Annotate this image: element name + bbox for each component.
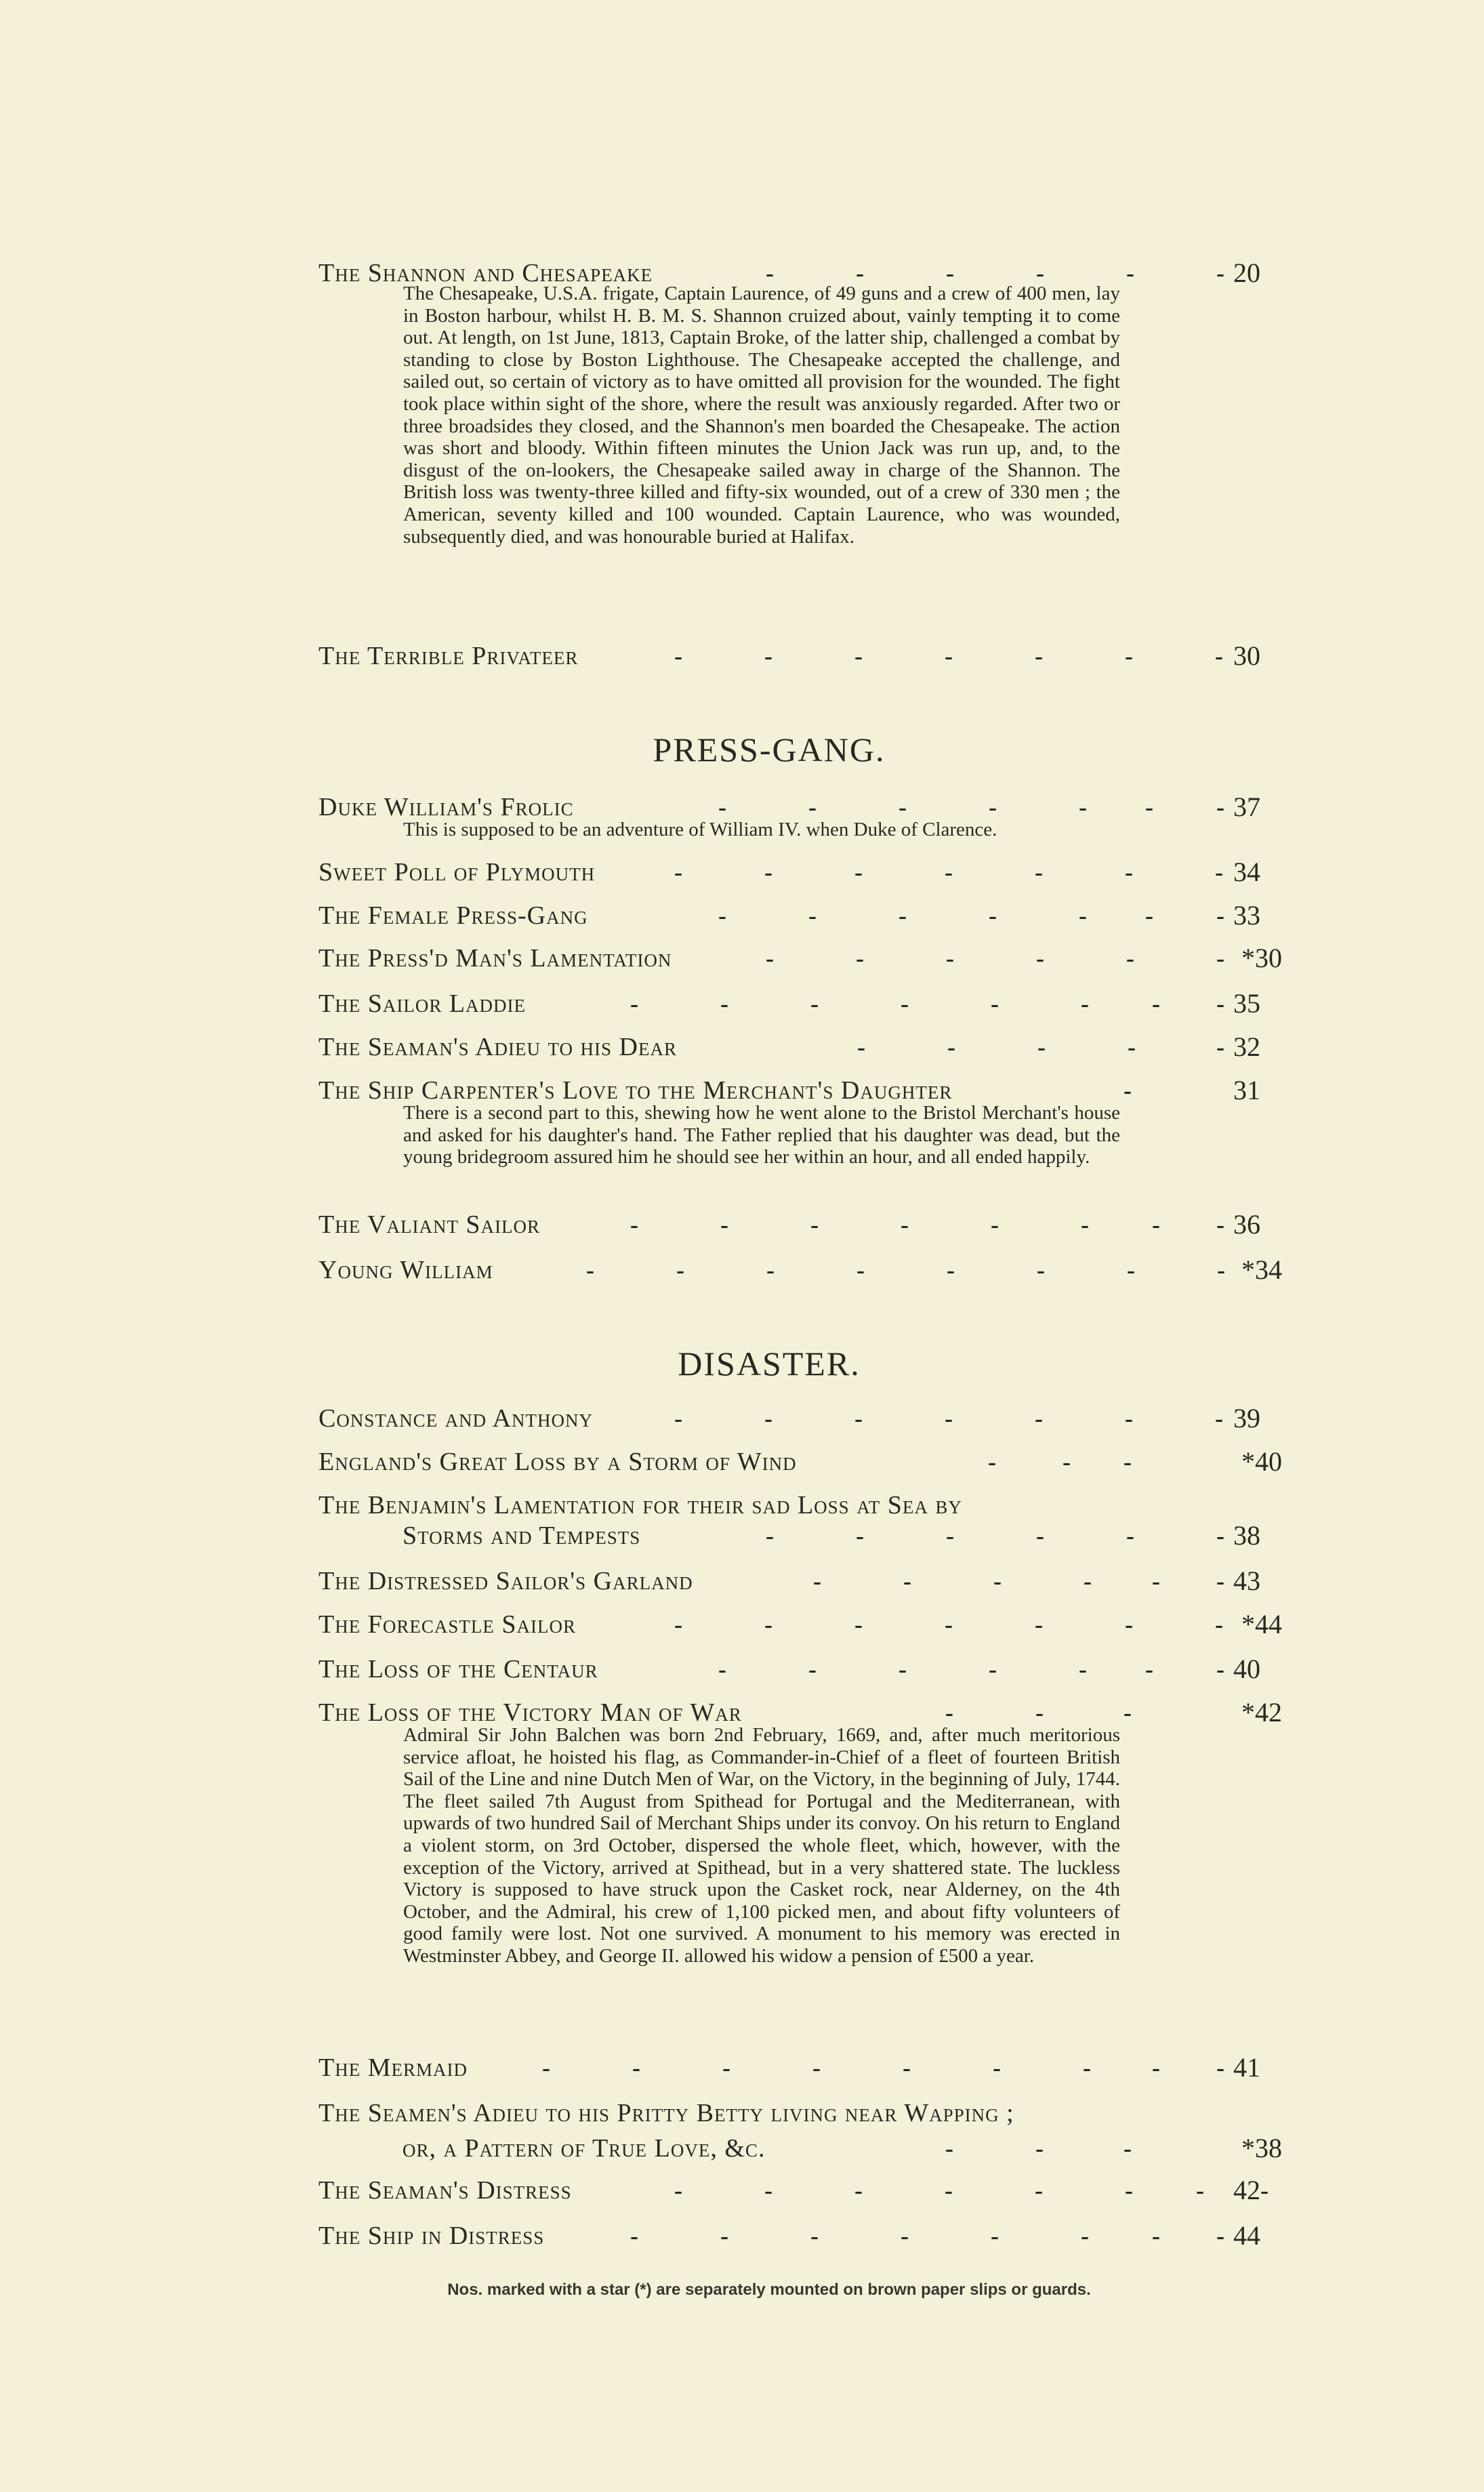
entry-title: The Forecastle Sailor <box>318 1610 576 1639</box>
page-number: *38 <box>1241 2133 1282 2163</box>
entry-title-line-1: The Seamen's Adieu to his Pritty Betty living near Wapping ; <box>318 2099 1014 2127</box>
entry-seamens-adieu-pritty-betty: The Seamen's Adieu to his Pritty Betty living near Wapping ; or, a Pattern of True Love, &c. - - - *38 <box>318 2092 1220 2169</box>
page-number: *34 <box>1241 1254 1282 1285</box>
entry-title: Young William <box>318 1256 493 1284</box>
entry-duke-williams-frolic: Duke William's Frolic - - - - - - - 37 This is supposed to be an adventure of William IV. when Duke of Clarence. <box>318 786 1220 841</box>
entry-title: Duke William's Frolic <box>318 793 574 821</box>
entry-title: England's Great Loss by a Storm of Wind <box>318 1448 797 1476</box>
entry-title: The Ship in Distress <box>318 2222 545 2250</box>
page-number: 34 <box>1233 857 1260 887</box>
entry-sailor-laddie: The Sailor Laddie - - - - - - - - 35 <box>318 983 1220 1025</box>
entry-title: The Mermaid <box>318 2054 468 2082</box>
entry-benjamins-lamentation: The Benjamin's Lamentation for their sad Loss at Sea by Storms and Tempests - - - - - - 38 <box>318 1484 1220 1557</box>
entry-loss-of-the-centaur: The Loss of the Centaur - - - - - - - 40 <box>318 1648 1220 1690</box>
entry-title: The Press'd Man's Lamentation <box>318 944 672 973</box>
page-number: 33 <box>1233 900 1260 931</box>
page-number: *40 <box>1241 1446 1282 1477</box>
page-number: 39 <box>1233 1403 1260 1433</box>
entry-title: Constance and Anthony <box>318 1404 594 1433</box>
entry-forecastle-sailor: The Forecastle Sailor - - - - - - - *44 <box>318 1604 1220 1646</box>
entry-constance-and-anthony: Constance and Anthony - - - - - - - 39 <box>318 1397 1220 1439</box>
entry-title: The Seaman's Adieu to his Dear <box>318 1033 677 1061</box>
entry-title: The Loss of the Centaur <box>318 1655 598 1683</box>
entry-ship-carpenters-love: The Ship Carpenter's Love to the Merchant's Daughter - 31 There is a second part to this, shewing how he went alone to the Bristol Merchant's house and asked for his daughter's hand. The Father replied that his daughter was dead, but the young bridegroom assured him he should see her within an hour, and all ended happily. <box>318 1069 1220 1168</box>
entry-distressed-sailors-garland: The Distressed Sailor's Garland - - - - - - 43 <box>318 1560 1220 1602</box>
entry-ship-in-distress: The Ship in Distress - - - - - - - - 44 <box>318 2215 1220 2257</box>
entry-title: The Seaman's Distress <box>318 2176 572 2205</box>
entry-title: The Shannon and Chesapeake <box>318 259 653 287</box>
page-number: 40 <box>1233 1654 1260 1684</box>
entry-terrible-privateer: The Terrible Privateer - - - - - - - 30 <box>318 635 1220 677</box>
entry-title-line-2: or, a Pattern of True Love, &c. <box>403 2134 766 2163</box>
entry-description: The Chesapeake, U.S.A. frigate, Captain Laurence, of 49 guns and a crew of 400 men, lay in Boston harbour, whilst H. B. M. S. Shannon cruized about, vainly tempting it to come out. At length, on 1st June, 1813, Captain Broke, of the latter ship, challenged a combat by standing to close by Boston Lighthouse. The Chesapeake accepted the challenge, and sailed out, so certain of victory as to have omitted all provision for the wounded. The fight took place within sight of the shore, where the result was anxiously regarded. After two or three broadsides they closed, and the Shannon's men boarded the Chesapeake. The action was short and bloody. Within fifteen minutes the Union Jack was run up, and, to the disgust of the on-lookers, the Chesapeake sailed away in charge of the Shannon. The British loss was twenty-three killed and fifty-six wounded, out of a crew of 330 men ; the American, seventy killed and 100 wounded. Captain Laurence, who was wounded, subsequently died, and was honourable buried at Halifax. <box>403 283 1120 548</box>
page-number: 44 <box>1233 2220 1260 2251</box>
entry-englands-great-loss: England's Great Loss by a Storm of Wind - - - *40 <box>318 1441 1220 1483</box>
page-number: 31 <box>1233 1075 1260 1105</box>
page-number: 38 <box>1233 1520 1260 1551</box>
page-number: 30 <box>1233 640 1260 671</box>
entry-description: This is supposed to be an adventure of William IV. when Duke of Clarence. <box>403 819 997 840</box>
entry-young-william: Young William - - - - - - - - *34 <box>318 1249 1220 1291</box>
entry-title-line-2: Storms and Tempests <box>403 1521 641 1550</box>
entry-title-line-1: The Benjamin's Lamentation for their sad Loss at Sea by <box>318 1491 962 1519</box>
entry-loss-of-the-victory: The Loss of the Victory Man of War - - - *42 Admiral Sir John Balchen was born 2nd February, 1669, and, after much meritorious service afloat, he hoisted his flag, as Commander-in-Chief of a fleet of fourteen British Sail of the Line and nine Dutch Men of War, on the Victory, in the beginning of July, 1744. The fleet sailed 7th August from Spithead for Portugal and the Mediterranean, with upwards of two hundred Sail of Merchant Ships under its convoy. On his return to England a violent storm, on 3rd October, dispersed the whole fleet, which, however, with the exception of the Victory, arrived at Spithead, but in a very shattered state. The luckless Victory is supposed to have struck upon the Casket rock, near Alderney, on the 4th October, and the Admiral, his crew of 1,100 picked men, and about fifty volunteers of good family were lost. Not one survived. A monument to his memory was erected in Westminster Abbey, and George II. allowed his widow a pension of £500 a year. <box>318 1692 1220 1967</box>
page-number: *44 <box>1241 1609 1282 1639</box>
page-number: 36 <box>1233 1209 1260 1240</box>
entry-title: The Distressed Sailor's Garland <box>318 1567 693 1595</box>
entry-title: The Terrible Privateer <box>318 642 579 670</box>
page-number: 42 <box>1233 2175 1260 2205</box>
entry-valiant-sailor: The Valiant Sailor - - - - - - - - 36 <box>318 1204 1220 1246</box>
footnote: Nos. marked with a star (*) are separately mounted on brown paper slips or guards. <box>447 2281 1091 2299</box>
entry-title: The Ship Carpenter's Love to the Merchant's Daughter <box>318 1076 953 1105</box>
page-number: 32 <box>1233 1031 1260 1062</box>
entry-title: The Valiant Sailor <box>318 1210 541 1239</box>
section-heading-press-gang: PRESS-GANG. <box>653 731 886 769</box>
entry-description: There is a second part to this, shewing how he went alone to the Bristol Merchant's house and asked for his daughter's hand. The Father replied that his daughter was dead, but the young bridegroom assured him he should see her within an hour, and all ended happily. <box>403 1102 1120 1168</box>
entry-title: Sweet Poll of Plymouth <box>318 858 596 886</box>
page-number: 41 <box>1233 2052 1260 2083</box>
entry-mermaid: The Mermaid - - - - - - - - - 41 <box>318 2047 1220 2089</box>
entry-seamans-adieu-to-his-dear: The Seaman's Adieu to his Dear - - - - - 32 <box>318 1026 1220 1068</box>
entry-female-press-gang: The Female Press-Gang - - - - - - - 33 <box>318 895 1220 937</box>
entry-sweet-poll-of-plymouth: Sweet Poll of Plymouth - - - - - - - 34 <box>318 851 1220 893</box>
entry-title: The Sailor Laddie <box>318 989 527 1018</box>
entry-shannon-and-chesapeake: The Shannon and Chesapeake - - - - - - 20 The Chesapeake, U.S.A. frigate, Captain Laurence, of 49 guns and a crew of 400 men, lay in Boston harbour, whilst H. B. M. S. Shannon cruized about, vainly tempting it to come out. At length, on 1st June, 1813, Captain Broke, of the latter ship, challenged a combat by standing to close by Boston Lighthouse. The Chesapeake accepted the challenge, and sailed out, so certain of victory as to have omitted all provision for the wounded. The fight took place within sight of the shore, where the result was anxiously regarded. After two or three broadsides they closed, and the Shannon's men boarded the Chesapeake. The action was short and bloody. Within fifteen minutes the Union Jack was run up, and, to the disgust of the on-lookers, the Chesapeake sailed away in charge of the Shannon. The British loss was twenty-three killed and fifty-six wounded, out of a crew of 330 men ; the American, seventy killed and 100 wounded. Captain Laurence, who was wounded, subsequently died, and was honourable buried at Halifax. <box>318 252 1220 548</box>
page-number: 20 <box>1233 258 1260 288</box>
page-number: 43 <box>1233 1566 1260 1596</box>
page-number: 35 <box>1233 988 1260 1019</box>
entry-pressd-mans-lamentation: The Press'd Man's Lamentation - - - - - - *30 <box>318 937 1220 979</box>
page-number: *30 <box>1241 943 1282 973</box>
page-number: *42 <box>1241 1697 1282 1728</box>
entry-title: The Loss of the Victory Man of War <box>318 1698 742 1727</box>
section-heading-disaster: DISASTER. <box>678 1345 861 1383</box>
entry-description: Admiral Sir John Balchen was born 2nd February, 1669, and, after much meritorious service afloat, he hoisted his flag, as Commander-in-Chief of a fleet of fourteen British Sail of the Line and nine Dutch Men of War, on the Victory, in the beginning of July, 1744. The fleet sailed 7th August from Spithead for Portugal and the Mediterranean, with upwards of two hundred Sail of Merchant Ships under its convoy. On his return to England a violent storm, on 3rd October, dispersed the whole fleet, which, however, with the exception of the Victory, arrived at Spithead, but in a very shattered state. The luckless Victory is supposed to have struck upon the Casket rock, near Alderney, on the 4th October, and the Admiral, his crew of 1,100 picked men, and about fifty volunteers of good family were lost. Not one survived. A monument to his memory was erected in Westminster Abbey, and George II. allowed his widow a pension of £500 a year. <box>403 1724 1120 1967</box>
page-number: 37 <box>1233 792 1260 822</box>
entry-title: The Female Press-Gang <box>318 901 588 930</box>
entry-seamans-distress: The Seaman's Distress - - - - - - - - 42 <box>318 2169 1220 2211</box>
